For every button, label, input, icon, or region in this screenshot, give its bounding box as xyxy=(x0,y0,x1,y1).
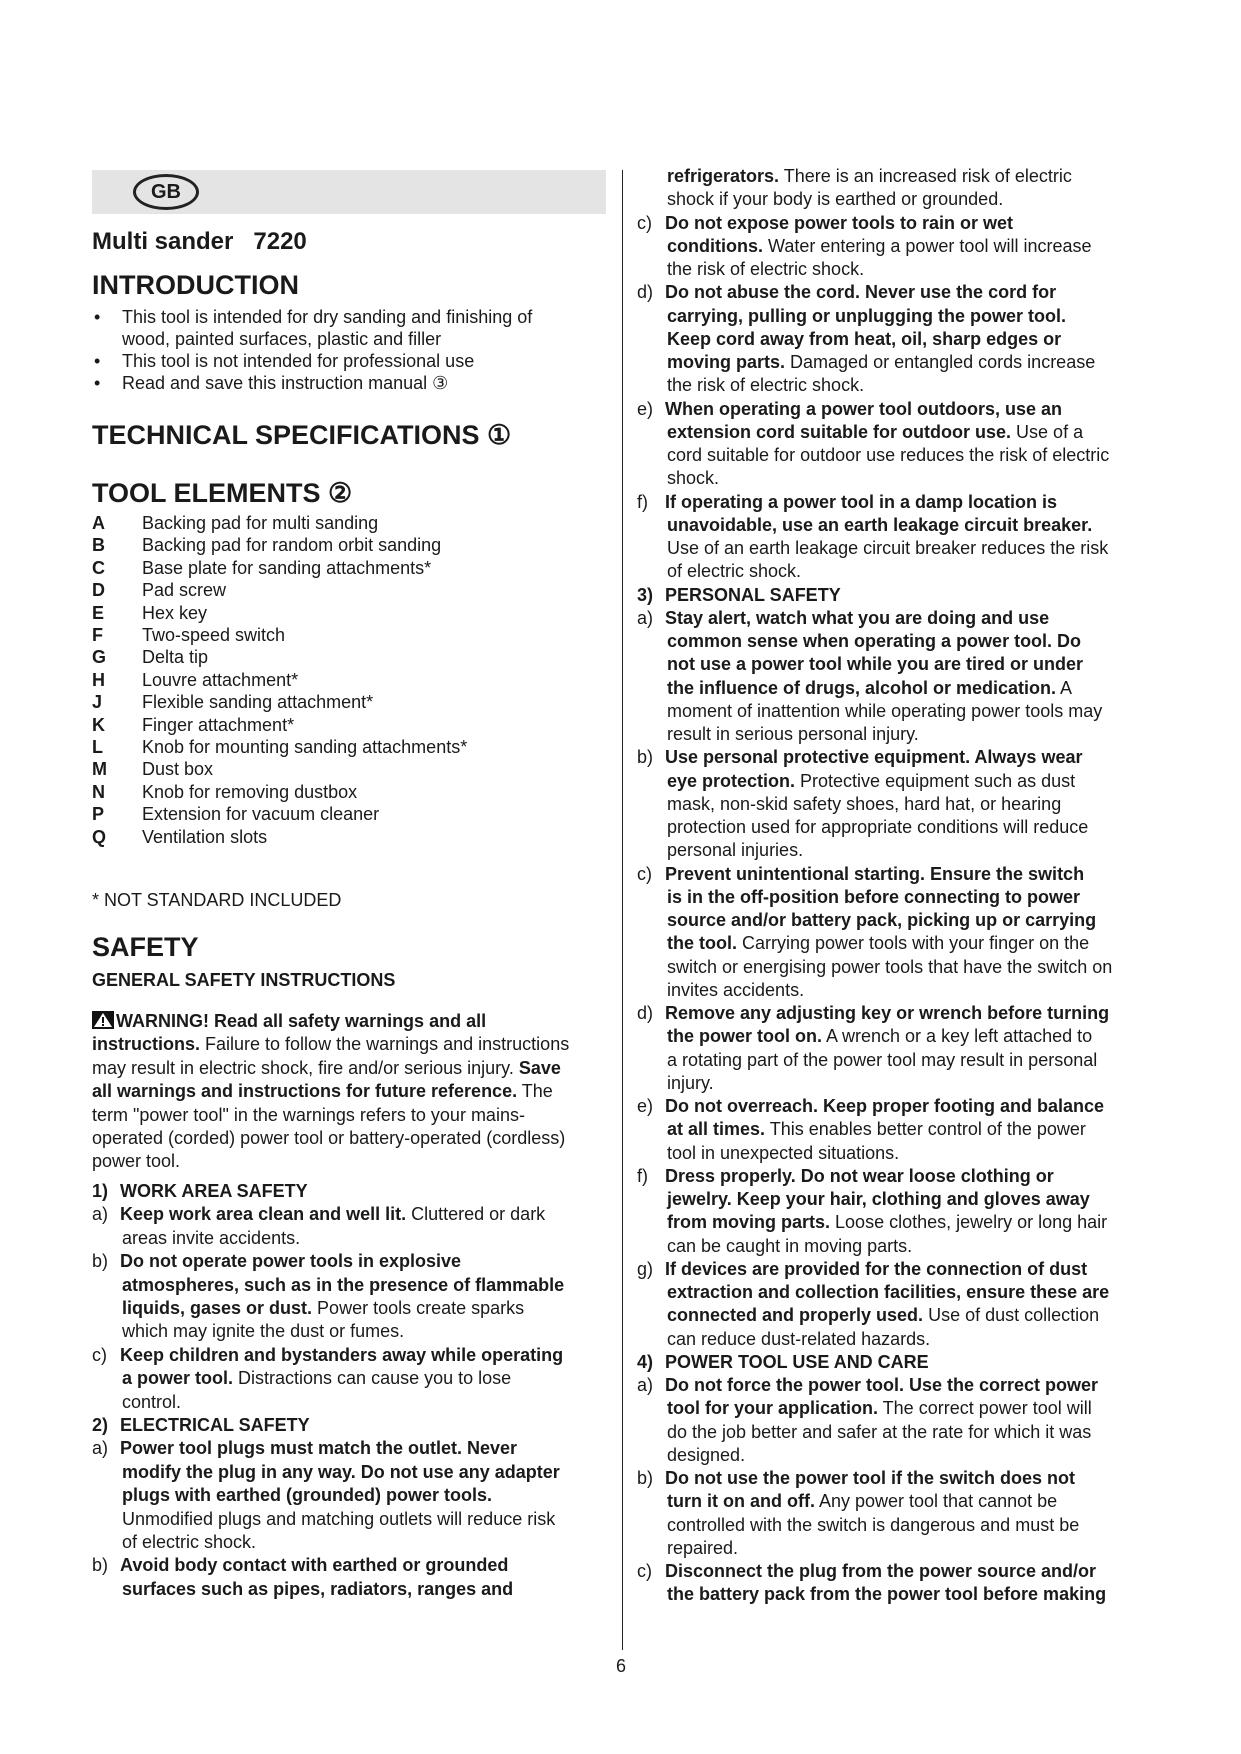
bold-text: ELECTRICAL SAFETY xyxy=(120,1415,310,1435)
list-line-text xyxy=(667,932,1089,954)
list-line-text xyxy=(667,956,1112,978)
list-label: c) xyxy=(637,212,652,233)
list-label: f) xyxy=(637,1165,648,1186)
tool-element-letter: E xyxy=(92,602,105,623)
warning-line xyxy=(92,1033,569,1055)
list-line-text xyxy=(667,653,1083,675)
column-divider xyxy=(622,170,623,1650)
bold-text: Power tool plugs must match the outlet. Never xyxy=(120,1438,518,1459)
body-text: controlled with the switch is dangerous and must be xyxy=(667,1514,1080,1535)
body-text: invites accidents. xyxy=(667,979,805,1000)
list-line-text xyxy=(667,1142,899,1164)
warning-bold-text: instructions. xyxy=(92,1034,201,1055)
list-label: e) xyxy=(637,398,654,419)
list-line-text xyxy=(667,1537,738,1559)
list-line-text xyxy=(120,1250,461,1272)
list-line-text xyxy=(667,514,1092,536)
list-line-text xyxy=(665,1351,929,1373)
bold-text: When operating a power tool outdoors, use an xyxy=(665,398,1063,419)
tool-element-label: Louvre attachment* xyxy=(142,669,299,690)
list-line-text xyxy=(122,1367,511,1389)
list-line-text xyxy=(667,1118,1086,1140)
body-text: moment of inattention while operating power tools may xyxy=(667,700,1103,721)
warning-line xyxy=(92,1104,525,1126)
tool-element-label: Hex key xyxy=(142,602,208,623)
tool-element-letter: A xyxy=(92,513,105,533)
list-line-text xyxy=(667,1328,930,1350)
list-label: g) xyxy=(637,1258,654,1279)
list-line-text xyxy=(667,979,804,1001)
body-text: Use of a xyxy=(1011,421,1084,442)
body-text: Any power tool that cannot be xyxy=(814,1491,1058,1512)
intro-heading: INTRODUCTION xyxy=(92,270,299,300)
list-line-text xyxy=(665,491,1057,513)
warning-text: The xyxy=(517,1081,553,1102)
tool-element-label: Delta tip xyxy=(142,647,209,668)
intro-bullet: • Read and save this instruction manual ③ xyxy=(122,372,448,394)
bold-text: Do not abuse the cord. Never use the cord for xyxy=(665,282,1057,303)
list-line-text xyxy=(667,1444,745,1466)
list-line-text xyxy=(667,560,801,582)
bold-text: surfaces such as pipes, radiators, ranges and xyxy=(122,1578,514,1599)
list-line-text xyxy=(120,1180,308,1202)
list-label: a) xyxy=(92,1204,109,1225)
list-line-text xyxy=(667,1514,1079,1536)
bold-text: WORK AREA SAFETY xyxy=(120,1181,308,1201)
body-text: of electric shock. xyxy=(122,1532,257,1552)
list-line-text xyxy=(667,258,864,280)
list-label: 2) xyxy=(92,1415,109,1435)
body-text: areas invite accidents. xyxy=(122,1227,301,1248)
list-label: e) xyxy=(637,1096,654,1116)
tool-element-letter: G xyxy=(92,647,107,668)
body-text: Cluttered or dark xyxy=(406,1204,546,1225)
page-number: 6 xyxy=(616,1656,627,1676)
bold-text: Dress properly. Do not wear loose clothing or xyxy=(665,1165,1054,1186)
list-line-text xyxy=(120,1344,563,1366)
list-line-text xyxy=(667,1304,1099,1326)
list-line-text xyxy=(667,839,803,861)
list-label: d) xyxy=(637,1003,654,1023)
bold-text: the influence of drugs, alcohol or medication. xyxy=(667,677,1057,698)
body-text: Power tools create sparks xyxy=(312,1298,525,1318)
list-line-text xyxy=(120,1414,310,1436)
list-line-text xyxy=(122,1484,492,1506)
not-standard-note: * NOT STANDARD INCLUDED xyxy=(92,890,342,910)
bold-text: tool for your application. xyxy=(667,1398,878,1419)
tool-element-letter: F xyxy=(92,625,103,645)
list-line-text xyxy=(122,1578,513,1600)
bold-text: Disconnect the plug from the power source and/or xyxy=(665,1561,1097,1581)
list-line-text xyxy=(667,537,1108,559)
bold-text: Prevent unintentional starting. Ensure the switch xyxy=(665,863,1085,884)
warning-bold-text: all warnings and instructions for future reference. xyxy=(92,1081,518,1102)
tool-element-label: Dust box xyxy=(142,759,214,780)
bold-text: Do not use the power tool if the switch does not xyxy=(665,1468,1076,1488)
list-label: 1) xyxy=(92,1181,109,1201)
body-text: Use of dust collection xyxy=(923,1305,1100,1326)
body-text: do the job better and safer at the rate for which it was xyxy=(667,1421,1092,1442)
safety-heading: SAFETY xyxy=(92,932,199,962)
tool-element-letter: C xyxy=(92,557,105,578)
body-text: of electric shock. xyxy=(667,561,802,582)
list-label: f) xyxy=(637,491,648,512)
list-line-text xyxy=(665,1002,1109,1024)
body-text: injury. xyxy=(667,1072,714,1093)
list-line-text xyxy=(667,1235,912,1257)
bold-text: moving parts. xyxy=(667,352,786,372)
tool-element-label: Backing pad for multi sanding xyxy=(142,513,379,533)
body-text: Distractions can cause you to lose xyxy=(233,1368,512,1389)
list-line-text xyxy=(665,1467,1075,1489)
list-line-text xyxy=(667,444,1109,466)
warning-line xyxy=(92,1127,565,1149)
body-text: mask, non-skid safety shoes, hard hat, or hearing xyxy=(667,793,1062,814)
body-text: protection used for appropriate conditions will reduce xyxy=(667,817,1089,837)
list-label: a) xyxy=(92,1438,109,1459)
list-line-text xyxy=(667,467,719,489)
bold-text: Avoid body contact with earthed or grounded xyxy=(120,1555,509,1576)
tool-element-letter: B xyxy=(92,535,105,556)
list-label: b) xyxy=(92,1251,109,1272)
list-label: b) xyxy=(637,1468,654,1488)
warning-line xyxy=(92,1057,561,1079)
bold-text: If devices are provided for the connection of dust xyxy=(665,1258,1088,1279)
list-line-text xyxy=(667,1211,1107,1233)
bold-text: unavoidable, use an earth leakage circuit breaker. xyxy=(667,514,1093,535)
body-text: designed. xyxy=(667,1444,746,1465)
list-line-text xyxy=(665,584,841,606)
body-text: A wrench or a key left attached to xyxy=(822,1026,1093,1047)
list-line-text xyxy=(665,212,1013,234)
warning-text: may result in electric shock, fire and/or serious injury. xyxy=(92,1057,519,1078)
list-line-text xyxy=(665,1560,1096,1582)
intro-bullet: wood, painted surfaces, plastic and filler xyxy=(122,329,442,349)
list-line-text xyxy=(667,1583,1106,1605)
bold-text: conditions. xyxy=(667,235,763,256)
tool-element-letter: Q xyxy=(92,826,107,847)
tool-element-label: Knob for removing dustbox xyxy=(142,781,358,802)
list-line-text xyxy=(667,1025,1092,1047)
warning-text: term "power tool" in the warnings refers to your mains- xyxy=(92,1104,525,1125)
list-label: b) xyxy=(637,747,654,768)
list-line-text xyxy=(122,1274,564,1296)
list-line-text xyxy=(667,886,1080,908)
body-text: can be caught in moving parts. xyxy=(667,1235,913,1256)
bold-text: If operating a power tool in a damp location is xyxy=(665,491,1058,512)
body-text: Carrying power tools with your finger on the xyxy=(737,933,1090,954)
tool-element-label: Pad screw xyxy=(142,580,227,601)
bold-text: POWER TOOL USE AND CARE xyxy=(665,1351,929,1372)
list-line-text xyxy=(667,1490,1057,1512)
list-line-text xyxy=(665,607,1049,629)
list-line-text xyxy=(122,1297,524,1319)
list-line-text xyxy=(667,816,1088,838)
body-text: Protective equipment such as dust xyxy=(795,770,1076,791)
list-line-text xyxy=(120,1554,508,1576)
bold-text: extension cord suitable for outdoor use. xyxy=(667,421,1012,442)
list-label: c) xyxy=(92,1344,107,1365)
warning-icon xyxy=(92,1011,114,1029)
list-label: c) xyxy=(637,1561,652,1581)
body-text: result in serious personal injury. xyxy=(667,724,919,744)
list-label: a) xyxy=(637,607,654,628)
body-text: which may ignite the dust or fumes. xyxy=(122,1321,405,1342)
list-line-text xyxy=(122,1320,404,1342)
bold-text: Stay alert, watch what you are doing and use xyxy=(665,607,1050,628)
bold-text: source and/or battery pack, picking up or carrying xyxy=(667,910,1097,930)
bold-text: PERSONAL SAFETY xyxy=(665,584,841,605)
list-line-text xyxy=(665,746,1082,768)
list-line-text xyxy=(122,1391,181,1413)
list-label: 4) xyxy=(637,1351,654,1372)
list-line-text xyxy=(667,1188,1090,1210)
list-line-text xyxy=(667,793,1061,815)
list-line-text xyxy=(665,398,1062,420)
bold-text: plugs with earthed (grounded) power tools. xyxy=(122,1485,492,1506)
list-line-text xyxy=(122,1227,300,1249)
language-badge: GB xyxy=(133,174,199,210)
list-line-text xyxy=(667,1397,1092,1419)
tool-element-letter: J xyxy=(92,692,103,713)
list-line-text xyxy=(667,630,1081,652)
list-line-text xyxy=(122,1508,555,1530)
bold-text: the power tool on. xyxy=(667,1026,822,1047)
tool-element-letter: D xyxy=(92,580,105,601)
tool-element-letter: M xyxy=(92,759,107,780)
bold-text: the battery pack from the power tool before making xyxy=(667,1584,1107,1605)
bold-text: at all times. xyxy=(667,1119,766,1140)
warning-save-text: Save xyxy=(518,1057,561,1078)
body-text: personal injuries. xyxy=(667,840,804,861)
list-line-text xyxy=(665,1258,1087,1280)
bold-text: the tool. xyxy=(667,933,737,954)
list-line-text xyxy=(667,700,1102,722)
tool-element-letter: K xyxy=(92,714,105,735)
list-line-text xyxy=(667,909,1096,931)
bold-text: Keep cord away from heat, oil, sharp edges or xyxy=(667,328,1062,349)
bold-text: from moving parts. xyxy=(667,1212,831,1233)
bold-text: modify the plug in any way. Do not use any adapter xyxy=(122,1461,560,1482)
body-text: Water entering a power tool will increase xyxy=(763,235,1092,256)
bold-text: connected and properly used. xyxy=(667,1305,924,1326)
bold-text: common sense when operating a power tool. Do xyxy=(667,631,1082,651)
product-name: Multi sander xyxy=(92,228,234,255)
list-line-text xyxy=(120,1203,545,1225)
body-text: repaired. xyxy=(667,1537,739,1558)
tool-element-label: Flexible sanding attachment* xyxy=(142,692,374,713)
list-line-text xyxy=(665,1374,1098,1396)
bold-text: refrigerators. xyxy=(667,166,780,186)
list-line-text xyxy=(667,328,1061,350)
tool-element-letter: L xyxy=(92,737,103,757)
list-label: 3) xyxy=(637,584,654,605)
list-line-text xyxy=(667,1072,714,1094)
warning-bold-text: WARNING! Read all safety warnings and all xyxy=(116,1011,487,1031)
tool-element-label: Two-speed switch xyxy=(142,625,286,645)
list-line-text xyxy=(667,305,1066,327)
body-text: Damaged or entangled cords increase xyxy=(785,352,1096,372)
tool-element-label: Ventilation slots xyxy=(142,826,268,847)
list-line-text xyxy=(667,421,1083,443)
bold-text: Do not overreach. Keep proper footing and balance xyxy=(665,1096,1105,1116)
list-line-text xyxy=(667,165,1072,187)
list-line-text xyxy=(122,1531,256,1553)
body-text: switch or energising power tools that have the switch on xyxy=(667,956,1113,977)
list-line-text xyxy=(120,1437,517,1459)
list-line-text xyxy=(122,1461,560,1483)
warning-line xyxy=(92,1150,180,1172)
bold-text: Keep work area clean and well lit. xyxy=(120,1204,407,1225)
bold-text: jewelry. Keep your hair, clothing and gloves away xyxy=(667,1189,1090,1209)
list-line-text xyxy=(667,677,1072,699)
bold-text: Do not force the power tool. Use the correct power xyxy=(665,1375,1099,1395)
tool-element-letter: N xyxy=(92,781,105,802)
intro-bullet: • This tool is intended for dry sanding and finishing of xyxy=(122,306,532,328)
bold-text: atmospheres, such as in the presence of flammable xyxy=(122,1274,565,1295)
warning-line xyxy=(92,1010,486,1032)
body-text: control. xyxy=(122,1391,182,1412)
bold-text: is in the off-position before connecting to power xyxy=(667,886,1080,907)
warning-line xyxy=(92,1080,553,1102)
tech-spec-heading: TECHNICAL SPECIFICATIONS ① xyxy=(92,420,512,450)
bold-text: a power tool. xyxy=(122,1368,234,1389)
body-text: A xyxy=(1056,677,1073,698)
body-text: Unmodified plugs and matching outlets will reduce risk xyxy=(122,1508,556,1529)
list-line-text xyxy=(667,188,1003,210)
bold-text: liquids, gases or dust. xyxy=(122,1298,313,1318)
bold-text: Keep children and bystanders away while operating xyxy=(120,1344,564,1365)
tool-element-label: Backing pad for random orbit sanding xyxy=(142,535,442,556)
body-text: a rotating part of the power tool may result in personal xyxy=(667,1049,1098,1070)
body-text: The correct power tool will xyxy=(878,1398,1092,1419)
body-text: the risk of electric shock. xyxy=(667,375,865,396)
tool-element-label: Finger attachment* xyxy=(142,714,295,735)
body-text: tool in unexpected situations. xyxy=(667,1142,900,1163)
bold-text: Remove any adjusting key or wrench before turning xyxy=(665,1003,1110,1023)
list-line-text xyxy=(665,1095,1104,1117)
bold-text: carrying, pulling or unplugging the power tool. xyxy=(667,305,1066,326)
tool-element-letter: H xyxy=(92,669,105,690)
bold-text: not use a power tool while you are tired or under xyxy=(667,654,1084,675)
body-text: Loose clothes, jewelry or long hair xyxy=(830,1212,1108,1233)
body-text: There is an increased risk of electric xyxy=(779,166,1072,186)
bold-text: Use personal protective equipment. Always wear xyxy=(665,747,1083,768)
bold-text: Do not expose power tools to rain or wet xyxy=(665,212,1014,233)
body-text: This enables better control of the power xyxy=(765,1119,1086,1140)
body-text: Use of an earth leakage circuit breaker reduces the risk xyxy=(667,538,1109,558)
warning-text: power tool. xyxy=(92,1151,181,1172)
list-line-text xyxy=(667,1049,1097,1071)
list-label: b) xyxy=(92,1555,109,1576)
bold-text: Do not operate power tools in explosive xyxy=(120,1251,462,1272)
body-text: shock if your body is earthed or grounded. xyxy=(667,189,1004,210)
tool-element-label: Extension for vacuum cleaner xyxy=(142,804,380,825)
list-line-text xyxy=(665,863,1084,885)
list-line-text xyxy=(665,1165,1054,1187)
list-label: a) xyxy=(637,1375,654,1395)
tool-element-letter: P xyxy=(92,804,105,825)
bold-text: eye protection. xyxy=(667,770,796,791)
list-line-text xyxy=(667,351,1095,373)
list-label: d) xyxy=(637,282,654,303)
product-title xyxy=(92,228,307,256)
bold-text: turn it on and off. xyxy=(667,1491,815,1512)
list-line-text xyxy=(667,1421,1091,1443)
body-text: cord suitable for outdoor use reduces the risk of electric xyxy=(667,445,1110,465)
list-line-text xyxy=(667,235,1091,257)
tool-element-label: Knob for mounting sanding attachments* xyxy=(142,737,468,757)
body-text: shock. xyxy=(667,468,720,489)
list-line-text xyxy=(667,723,919,745)
list-line-text xyxy=(665,281,1056,303)
bold-text: extraction and collection facilities, ensure these are xyxy=(667,1282,1110,1302)
list-line-text xyxy=(667,770,1075,792)
list-line-text xyxy=(667,374,864,396)
list-line-text xyxy=(667,1281,1109,1303)
body-text: the risk of electric shock. xyxy=(667,259,865,279)
warning-text: operated (corded) power tool or battery-operated (cordless) xyxy=(92,1128,566,1148)
body-text: can reduce dust-related hazards. xyxy=(667,1328,931,1349)
model-number: 7220 xyxy=(253,228,307,255)
intro-bullet: • This tool is not intended for professional use xyxy=(122,350,474,372)
tool-elements-heading: TOOL ELEMENTS ② xyxy=(92,478,353,508)
list-label: c) xyxy=(637,863,652,884)
warning-text: Failure to follow the warnings and instructions xyxy=(200,1034,570,1055)
tool-element-label: Base plate for sanding attachments* xyxy=(142,557,432,578)
general-safety-subheading: GENERAL SAFETY INSTRUCTIONS xyxy=(92,970,396,990)
